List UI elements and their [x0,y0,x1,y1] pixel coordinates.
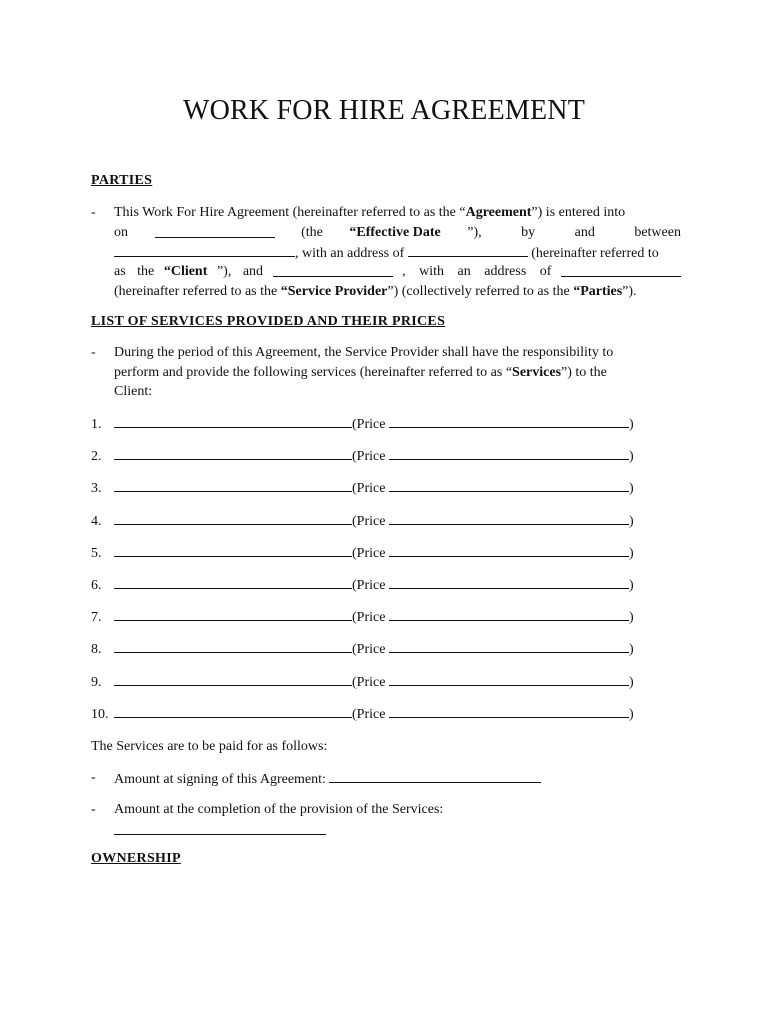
parties-term: “Parties [573,283,623,299]
price-close-paren: ) [628,674,634,690]
price-label: (Price [352,610,386,626]
provider-name-blank[interactable] [273,262,393,277]
price-blank[interactable] [389,672,629,686]
price-blank[interactable] [389,446,629,460]
service-row [91,446,651,466]
price-blank[interactable] [389,607,629,621]
service-number: 7. [91,610,102,626]
service-row [91,511,651,531]
payment-signing: - Amount at signing of this Agreement: [91,768,681,788]
service-number: 6. [91,578,102,593]
price-blank[interactable] [389,575,629,589]
client-address-blank[interactable] [408,242,528,257]
price-blank[interactable] [389,543,629,557]
service-row [91,414,651,434]
provider-address-blank[interactable] [561,262,681,277]
price-label: (Price [352,449,386,465]
service-description-blank[interactable] [114,543,352,557]
parties-line-5: (hereinafter referred to as the “Service Provider”) (collectively referred to as the “Parties”). [114,283,637,299]
effective-date-blank[interactable] [155,223,275,238]
effective-date-term: “Effective Date [349,224,441,240]
price-label: (Price [352,578,386,593]
service-row [91,704,651,724]
service-description-blank[interactable] [114,575,352,589]
service-description-blank[interactable] [114,607,352,621]
price-label: (Price [352,674,386,690]
price-label: (Price [352,545,386,561]
price-close-paren: ) [628,513,634,529]
price-blank[interactable] [389,414,629,428]
service-row [91,607,651,627]
parties-heading: PARTIES [91,173,153,188]
bullet-dash: - [91,345,96,360]
service-description-blank[interactable] [114,672,352,686]
service-description-blank[interactable] [114,414,352,428]
service-row [91,672,651,692]
service-provider-term: “Service Provider [280,283,388,299]
price-close-paren: ) [628,610,634,626]
service-description-blank[interactable] [114,639,352,653]
document-title: WORK FOR HIRE AGREEMENT [182,95,586,126]
service-row [91,478,651,498]
price-blank[interactable] [389,478,629,492]
ownership-heading: OWNERSHIP [91,851,181,866]
payment-intro: The Services are to be paid for as follows: [91,739,328,754]
service-number: 10. [91,706,109,722]
price-blank[interactable] [389,704,629,718]
service-number: 9. [91,674,102,690]
price-close-paren: ) [628,706,634,722]
price-blank[interactable] [389,511,629,525]
service-number: 5. [91,545,102,561]
service-number: 8. [91,642,102,658]
service-number: 3. [91,481,102,497]
price-label: (Price [352,513,386,529]
price-close-paren: ) [628,545,634,561]
parties-line-1: This Work For Hire Agreement (hereinafter referred to as the “Agreement”) is entered into [114,205,626,220]
bullet-dash: - [91,205,96,220]
parties-paragraph [91,203,681,301]
completion-amount-blank[interactable] [114,820,326,835]
price-label: (Price [352,481,386,497]
payment-completion: - Amount at the completion of the provision of the Services: [91,800,681,839]
price-close-paren: ) [628,578,634,593]
service-description-blank[interactable] [114,704,352,718]
service-description-blank[interactable] [114,478,352,492]
bullet-dash: - [91,802,96,817]
parties-line-3: , with an address of (hereinafter referred to [114,242,681,262]
services-term: Services [512,364,562,380]
service-row [91,543,651,563]
service-description-blank[interactable] [114,446,352,460]
client-name-blank[interactable] [114,242,295,257]
price-blank[interactable] [389,639,629,653]
client-term: “Client [163,264,208,280]
price-close-paren: ) [628,642,634,658]
services-heading: LIST OF SERVICES PROVIDED AND THEIR PRICES [91,314,446,329]
price-label: (Price [352,417,386,432]
signing-amount-blank[interactable] [329,768,541,783]
service-row [91,639,651,659]
price-close-paren: ) [628,417,634,432]
services-intro: - During the period of this Agreement, the Service Provider shall have the responsibility to perform and provide the following services (hereinafter referred to as “Services”) to the Client: [91,345,614,400]
service-number: 2. [91,449,102,465]
service-description-blank[interactable] [114,511,352,525]
price-label: (Price [352,706,386,722]
service-row [91,575,651,595]
service-number: 4. [91,513,102,529]
bullet-dash: - [91,770,96,785]
parties-line-2: on (the “Effective Date ”), by and between [114,223,681,243]
price-label: (Price [352,642,386,658]
price-close-paren: ) [628,481,634,497]
service-number: 1. [91,417,102,432]
parties-line-4: as the “Client ”), and , with an address of [114,262,681,282]
agreement-term: Agreement [465,205,532,220]
price-close-paren: ) [628,449,634,465]
